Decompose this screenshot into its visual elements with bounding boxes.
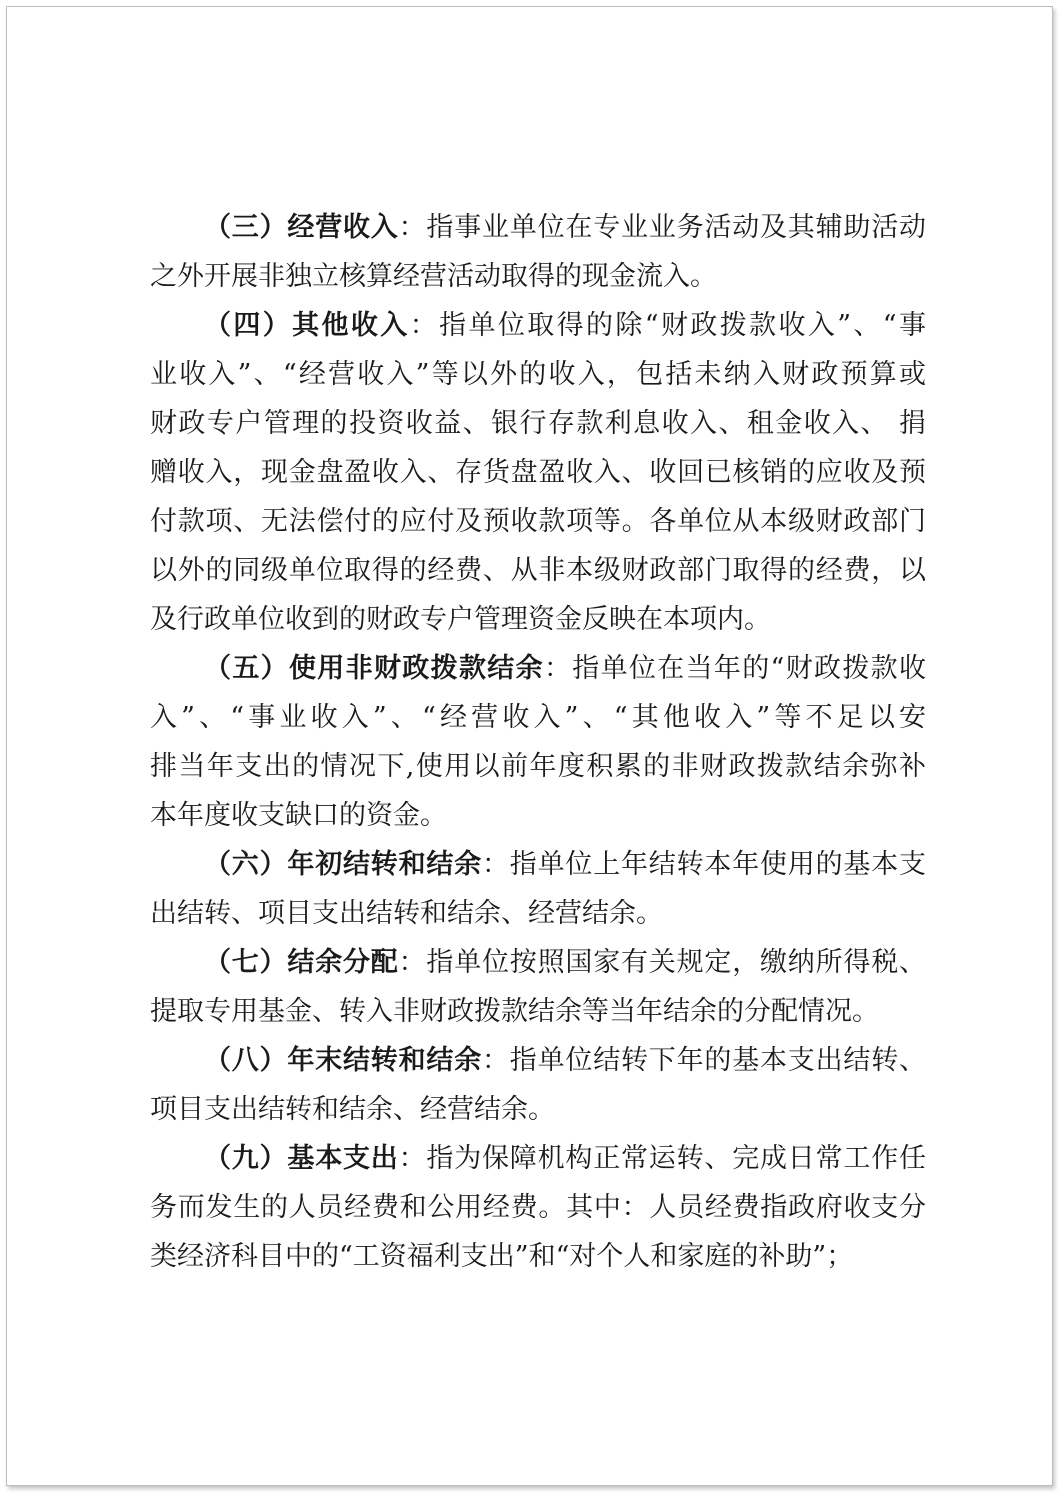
paragraph-line bbox=[150, 399, 926, 448]
paragraph-line bbox=[150, 252, 926, 301]
line-text: 赠收入，现金盘盈收入、存货盘盈收入、收回已核销的应收及预 bbox=[150, 457, 926, 488]
line-text: ：指单位取得的除“财政拨款收入”、“事 bbox=[409, 310, 926, 341]
paragraph bbox=[150, 644, 926, 840]
line-text: ：指事业单位在专业业务活动及其辅助活动 bbox=[398, 212, 927, 243]
paragraph-line bbox=[150, 448, 926, 497]
paragraph-line bbox=[150, 791, 926, 840]
page-frame bbox=[6, 6, 1053, 1486]
section-heading: （三）经营收入 bbox=[204, 212, 399, 243]
line-text: 排当年支出的情况下,使用以前年度积累的非财政拨款结余弥补 bbox=[150, 751, 926, 782]
line-text: ：指单位结转下年的基本支出结转、 bbox=[482, 1045, 926, 1076]
paragraph-line bbox=[150, 497, 926, 546]
line-text: 项目支出结转和结余、经营结余。 bbox=[150, 1094, 555, 1125]
paragraph-line bbox=[150, 644, 926, 693]
section-heading: （五）使用非财政拨款结余 bbox=[204, 653, 544, 684]
section-heading: （七）结余分配 bbox=[204, 947, 399, 978]
paragraph bbox=[150, 840, 926, 938]
paragraph bbox=[150, 1036, 926, 1134]
section-heading: （六）年初结转和结余 bbox=[204, 849, 482, 880]
line-text: 类经济科目中的“工资福利支出”和“对个人和家庭的补助”； bbox=[150, 1241, 854, 1272]
line-text: 以外的同级单位取得的经费、从非本级财政部门取得的经费，以 bbox=[150, 555, 926, 586]
paragraph bbox=[150, 1134, 926, 1281]
line-text: ：指单位按照国家有关规定，缴纳所得税、 bbox=[398, 947, 927, 978]
paragraph-line bbox=[150, 203, 926, 252]
paragraph-line bbox=[150, 693, 926, 742]
paragraph-line bbox=[150, 546, 926, 595]
paragraph-line bbox=[150, 1036, 926, 1085]
paragraph-line bbox=[150, 987, 926, 1036]
line-text: 提取专用基金、转入非财政拨款结余等当年结余的分配情况。 bbox=[150, 996, 879, 1027]
section-heading: （八）年末结转和结余 bbox=[204, 1045, 482, 1076]
paragraph-line bbox=[150, 595, 926, 644]
line-text: 之外开展非独立核算经营活动取得的现金流入。 bbox=[150, 261, 717, 292]
section-heading: （四）其他收入 bbox=[204, 310, 410, 341]
paragraph-line bbox=[150, 350, 926, 399]
paragraph-line bbox=[150, 742, 926, 791]
paragraph-line bbox=[150, 840, 926, 889]
line-text: 财政专户管理的投资收益、银行存款利息收入、租金收入、 捐 bbox=[150, 408, 926, 439]
paragraph-line bbox=[150, 1134, 926, 1183]
paragraph bbox=[150, 301, 926, 644]
line-text: ：指为保障机构正常运转、完成日常工作任 bbox=[398, 1143, 927, 1174]
paragraph-line bbox=[150, 1232, 926, 1281]
paragraph-line bbox=[150, 301, 926, 350]
line-text: 入”、“事业收入”、“经营收入”、“其他收入”等不足以安 bbox=[150, 702, 926, 733]
paragraph-line bbox=[150, 1085, 926, 1134]
line-text: 业收入”、“经营收入”等以外的收入，包括未纳入财政预算或 bbox=[150, 359, 926, 390]
paragraph-line bbox=[150, 889, 926, 938]
paragraph-line bbox=[150, 938, 926, 987]
paragraph-line bbox=[150, 1183, 926, 1232]
line-text: 出结转、项目支出结转和结余、经营结余。 bbox=[150, 898, 663, 929]
document-body bbox=[150, 203, 926, 1281]
line-text: ：指单位上年结转本年使用的基本支 bbox=[482, 849, 926, 880]
paragraph bbox=[150, 938, 926, 1036]
line-text: 本年度收支缺口的资金。 bbox=[150, 800, 447, 831]
line-text: 务而发生的人员经费和公用经费。其中：人员经费指政府收支分 bbox=[150, 1192, 926, 1223]
line-text: 及行政单位收到的财政专户管理资金反映在本项内。 bbox=[150, 604, 771, 635]
line-text: 付款项、无法偿付的应付及预收款项等。各单位从本级财政部门 bbox=[150, 506, 926, 537]
paragraph bbox=[150, 203, 926, 301]
section-heading: （九）基本支出 bbox=[204, 1143, 399, 1174]
line-text: ：指单位在当年的“财政拨款收 bbox=[543, 653, 926, 684]
